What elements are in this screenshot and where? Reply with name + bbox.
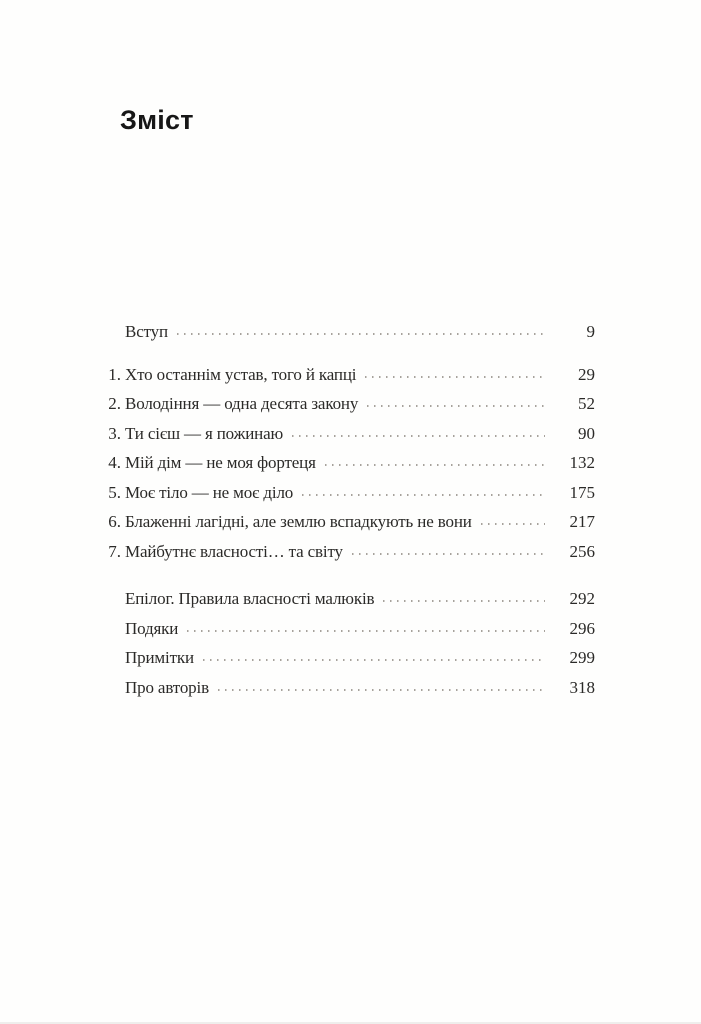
toc-entry-page: 299 [569,648,595,667]
toc-entry-label: Ти сієш — я пожинаю [125,423,284,443]
toc-entry-page: 256 [569,541,595,561]
toc-entry-page: 175 [569,482,595,502]
dot-leader [187,614,545,644]
toc-entry [108,389,595,419]
dot-leader [367,389,545,419]
toc-group-back-matter [125,584,595,702]
toc-entry-label: Мій дім — не моя фортеця [125,453,316,472]
toc-entry [108,507,595,537]
toc-entry-page: 52 [578,394,595,413]
toc-entry-page: 292 [569,589,595,608]
dot-leader [177,317,545,347]
toc-entry-page: 9 [586,322,595,341]
chapter-number: 5. [108,482,121,502]
toc-group-chapters [108,360,595,567]
toc-entry [125,673,595,703]
dot-leader [383,584,545,614]
toc-entry-label: Епілог. Правила власності малюків [125,589,375,608]
toc-entry [108,537,595,567]
chapter-number: 4. [108,453,121,472]
toc-entry-page: 132 [569,453,595,472]
chapter-number: 6. [108,512,121,531]
dot-leader [203,643,545,673]
dot-leader [481,507,545,537]
chapter-number: 2. [108,394,121,413]
dot-leader [352,537,545,567]
chapter-number: 1. [108,364,121,384]
toc-entry [108,478,595,508]
toc-entry [125,584,595,614]
toc-entry-label: Подяки [125,618,179,638]
toc-entry-label: Примітки [125,648,194,667]
dot-leader [292,419,545,449]
toc-entry-label: Блаженні лагідні, але землю вспадкують не вони [125,512,472,531]
toc-entry-page: 217 [569,512,595,531]
toc-entry-label: Хто останнім устав, того й капці [125,364,357,384]
toc-entry [125,643,595,673]
toc-entry [108,419,595,449]
chapter-number: 3. [108,423,121,443]
toc-entry [108,448,595,478]
toc-entry [125,614,595,644]
toc-entry [108,360,595,390]
chapter-number: 7. [108,541,121,561]
toc-entry-page: 90 [578,423,595,443]
dot-leader [325,448,545,478]
dot-leader [218,673,545,703]
toc-entry-page: 29 [578,364,595,384]
toc-entry-page: 296 [569,618,595,638]
toc-group-intro [125,317,595,347]
dot-leader [302,478,545,508]
toc-entry-label: Моє тіло — не моє діло [125,482,294,502]
page-title: Зміст [120,105,194,135]
toc-entry-label: Вступ [125,322,168,341]
toc-entry-page: 318 [569,677,595,697]
toc-entry-label: Майбутнє власності… та світу [125,541,343,561]
toc-entry-label: Про авторів [125,677,209,697]
table-of-contents [108,317,595,702]
toc-entry [125,317,595,347]
dot-leader [365,360,545,390]
toc-entry-label: Володіння — одна десята закону [125,394,359,413]
